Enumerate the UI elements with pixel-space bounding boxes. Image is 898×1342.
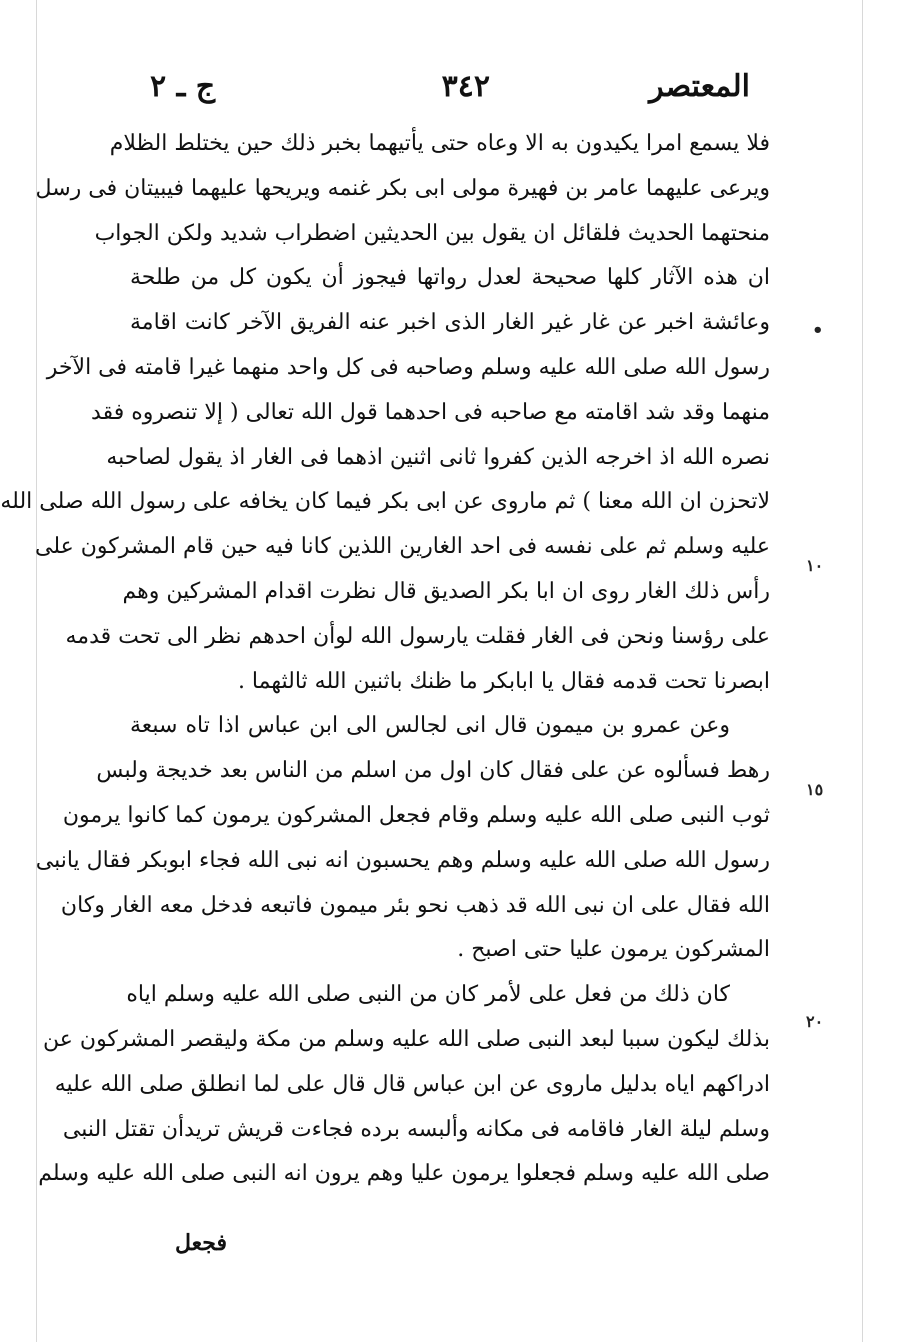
text-line: رسول الله صلى الله عليه وسلم وهم يحسبون انه نبى الله فجاء ابوبكر فقال يانبى: [35, 847, 770, 873]
text-line: عليه وسلم ثم على نفسه فى احد الغارين اللذين كانا فيه حين قام المشركون على: [35, 534, 770, 560]
text-line-paragraph-start: كان ذلك من فعل على لأمر كان من النبى صلى الله عليه وسلم اياه: [126, 982, 730, 1008]
line-number-15: ١٥: [806, 780, 824, 799]
line-number-20: ٢٠: [806, 1012, 824, 1031]
text-line: منحتهما الحديث فلقائل ان يقول بين الحديثين اضطراب شديد ولكن الجواب: [94, 220, 770, 246]
text-line: رهط فسألوه عن على فقال كان اول من اسلم من الناس بعد خديجة ولبس: [96, 758, 770, 784]
running-header: [150, 62, 750, 112]
text-line: الله فقال على ان نبى الله قد ذهب نحو بئر ميمون فاتبعه فدخل معه الغار وكان: [60, 892, 770, 918]
text-line-paragraph-end: ابصرنا تحت قدمه فقال يا ابابكر ما ظنك باثنين الله ثالثهما .: [237, 668, 770, 694]
text-line: بذلك ليكون سببا لبعد النبى صلى الله عليه وسلم من مكة وليقصر المشركون عن: [43, 1026, 770, 1052]
text-line: صلى الله عليه وسلم فجعلوا يرمون عليا وهم يرون انه النبى صلى الله عليه وسلم: [38, 1161, 770, 1187]
text-line: نصره الله اذ اخرجه الذين كفروا ثانى اثنين اذهما فى الغار اذ يقول لصاحبه: [106, 444, 770, 470]
text-line: لاتحزن ان الله معنا ) ثم ماروى عن ابى بكر فيما كان يخافه على رسول الله صلى الله: [0, 489, 770, 515]
text-line: ويرعى عليهما عامر بن فهيرة مولى ابى بكر غنمه ويريحها عليهما فيبيتان فى رسل: [35, 175, 770, 201]
book-title: المعتصر: [649, 69, 750, 104]
text-line: فلا يسمع امرا يكيدون به الا وعاه حتى يأتيهما بخبر ذلك حين يختلط الظلام: [109, 131, 770, 156]
right-margin-rule: [862, 0, 863, 1342]
text-line: وسلم ليلة الغار فاقامه فى مكانه وألبسه برده فجاءت قريش تريدأن تقتل النبى: [62, 1116, 770, 1142]
text-line: رأس ذلك الغار روى ان ابا بكر الصديق قال نظرت اقدام المشركين وهم: [122, 578, 770, 604]
page-number: ٣٤٢: [441, 69, 490, 104]
volume-number: ج ـ ٢: [150, 69, 216, 104]
text-line: رسول الله صلى الله عليه وسلم وصاحبه فى كل واحد منهما غيرا قامته فى الآخر: [46, 354, 770, 380]
main-text: [0, 122, 770, 1197]
text-line: منهما وقد شد اقامته مع صاحبه فى احدهما قول الله تعالى ( إلا تنصروه فقد: [91, 399, 770, 425]
text-line-paragraph-end: المشركون يرمون عليا حتى اصبح .: [457, 937, 770, 963]
text-line-paragraph-start: وعن عمرو بن ميمون قال انى لجالس الى ابن عباس اذا تاه سبعة: [130, 713, 730, 739]
text-line: على رؤسنا ونحن فى الغار فقلت يارسول الله لوأن احدهم نظر الى تحت قدمه: [65, 623, 770, 649]
text-line: ثوب النبى صلى الله عليه وسلم وقام فجعل المشركون يرمون كما كانوا يرمون: [62, 802, 770, 828]
line-marker-5: •: [812, 320, 824, 341]
catchword: فجعل: [175, 1230, 227, 1256]
text-line: وعائشة اخبر عن غار غير الغار الذى اخبر عنه الفريق الآخر كانت اقامة: [130, 310, 770, 336]
text-line: ان هذه الآثار كلها صحيحة لعدل رواتها فيجوز أن يكون كل من طلحة: [130, 265, 770, 291]
text-line: ادراكهم اياه بدليل ماروى عن ابن عباس قال قال على لما انطلق صلى الله عليه: [54, 1071, 770, 1097]
line-number-10: ١٠: [806, 556, 824, 575]
